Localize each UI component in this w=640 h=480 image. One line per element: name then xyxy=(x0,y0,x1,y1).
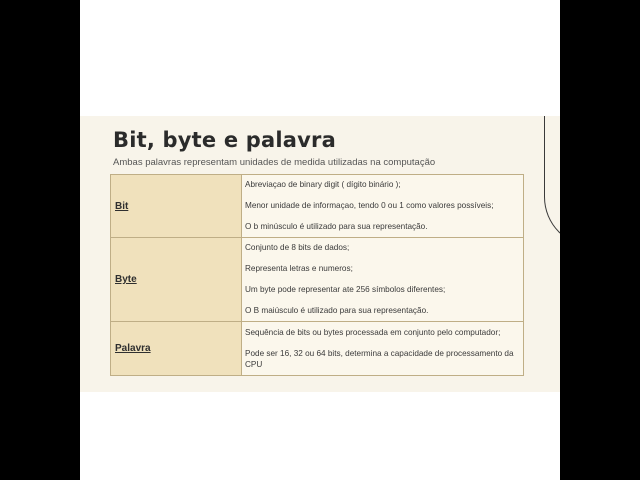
term-cell xyxy=(111,175,242,238)
description-line: Representa letras e numeros; xyxy=(245,264,353,273)
description-cell xyxy=(242,322,524,376)
slide-subtitle: Ambas palavras representam unidades de medida utilizadas na computação xyxy=(113,157,436,168)
description-line: Sequência de bits ou bytes processada em conjunto pelo computador; xyxy=(245,327,501,337)
term-label: Bit xyxy=(115,200,129,212)
description-line: Menor unidade de informaçao, tendo 0 ou 1 como valores possíveis; xyxy=(245,201,494,210)
definitions-table xyxy=(110,174,524,376)
description-cell xyxy=(242,238,524,322)
table-row-palavra xyxy=(111,322,524,376)
description-line: Abreviaçao de binary digit ( dígito binário ); xyxy=(245,180,401,189)
description-line: Conjunto de 8 bits de dados; xyxy=(245,243,350,252)
description-line: Pode ser 16, 32 ou 64 bits, determina a capacidade de processamento da CPU xyxy=(245,348,514,369)
term-cell xyxy=(111,238,242,322)
slide xyxy=(80,116,560,392)
decorative-curve xyxy=(544,116,560,247)
description-line: O b minúsculo é utilizado para sua representação. xyxy=(245,222,428,231)
term-label: Byte xyxy=(115,274,137,285)
term-cell xyxy=(111,322,242,376)
slide-title: Bit, byte e palavra xyxy=(113,128,336,152)
screen-canvas xyxy=(80,0,560,480)
table-row-bit xyxy=(111,175,524,238)
description-line: O B maiúsculo é utilizado para sua representação. xyxy=(245,306,429,315)
description-line: Um byte pode representar ate 256 símbolos diferentes; xyxy=(245,285,446,294)
term-label: Palavra xyxy=(115,343,151,354)
table-row-byte xyxy=(111,238,524,322)
description-cell xyxy=(242,175,524,238)
